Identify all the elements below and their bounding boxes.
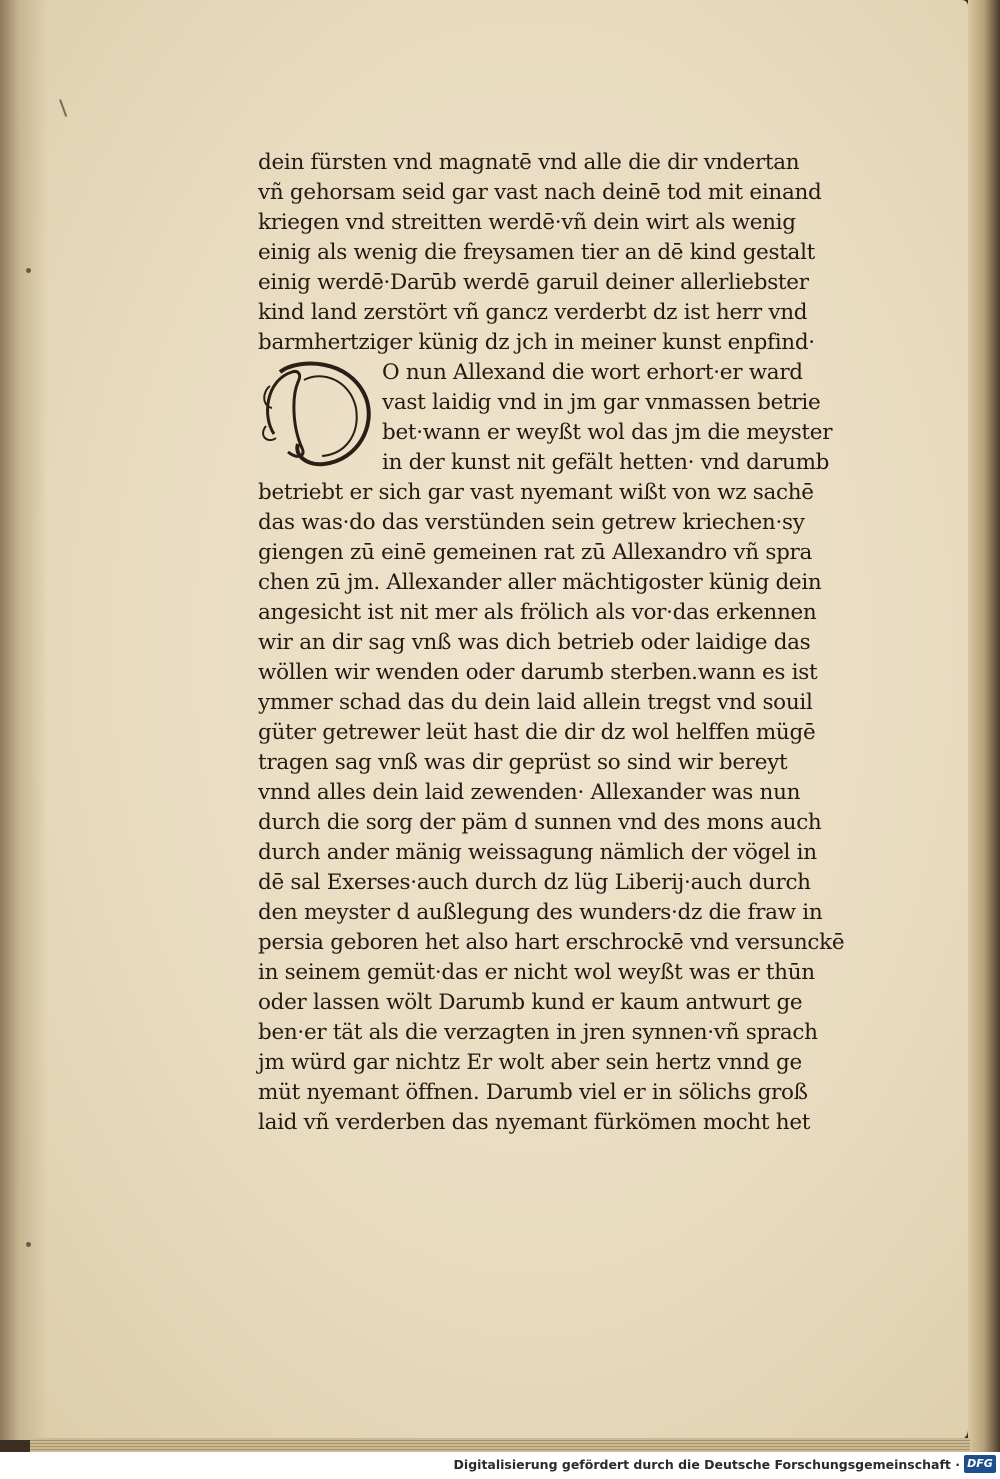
text-line: vnnd alles dein laid zewenden· Allexander was nun <box>258 780 801 805</box>
text-line: durch die sorg der päm d sunnen vnd des mons auch <box>258 810 822 835</box>
text-line: O nun Allexand die wort erhort·er ward <box>382 360 803 385</box>
text-line: jm würd gar nichtz Er wolt aber sein hertz vnnd ge <box>258 1050 802 1075</box>
text-line: einig als wenig die freysamen tier an dē kind gestalt <box>258 240 815 265</box>
text-line: vñ gehorsam seid gar vast nach deinē tod mit einand <box>258 180 822 205</box>
binding-hole <box>26 1242 31 1247</box>
text-line: in der kunst nit gefält hetten· vnd darumb <box>382 450 830 475</box>
text-line: persia geboren het also hart erschrockē vnd versunckē <box>258 930 845 955</box>
text-line: den meyster d außlegung des wunders·dz die fraw in <box>258 900 823 925</box>
page-edge-right <box>968 0 1000 1452</box>
page-edge-bottom <box>30 1438 970 1452</box>
text-line: in seinem gemüt·das er nicht wol weyßt was er thūn <box>258 960 815 985</box>
text-line: ymmer schad das du dein laid allein tregst vnd souil <box>258 690 813 715</box>
funding-credit: Digitalisierung gefördert durch die Deutsche Forschungsgemeinschaft · <box>453 1457 960 1472</box>
text-line: dē sal Exerses·auch durch dz lüg Liberij·auch durch <box>258 870 811 895</box>
decorated-initial <box>258 356 374 468</box>
text-line: angesicht ist nit mer als frölich als vor·das erkennen <box>258 600 817 625</box>
initial-d-drawing <box>258 356 374 468</box>
text-line: wir an dir sag vnß was dich betrieb oder laidige das <box>258 630 811 655</box>
footer-bar <box>0 1452 1000 1479</box>
text-line: tragen sag vnß was dir geprüst so sind wir bereyt <box>258 750 788 775</box>
text-line: laid vñ verderben das nyemant fürkömen mocht het <box>258 1110 811 1135</box>
text-line: kind land zerstört vñ gancz verderbt dz ist herr vnd <box>258 300 808 325</box>
dfg-logo: DFG <box>964 1455 996 1473</box>
text-line: müt nyemant öffnen. Darumb viel er in sölichs groß <box>258 1080 808 1105</box>
text-line: durch ander mänig weissagung nämlich der vögel in <box>258 840 817 865</box>
page-gutter <box>0 0 48 1440</box>
ink-mark <box>59 97 73 117</box>
text-line: giengen zū einē gemeinen rat zū Allexandro vñ spra <box>258 540 813 565</box>
text-line: betriebt er sich gar vast nyemant wißt von wz sachē <box>258 480 814 505</box>
text-line: bet·wann er weyßt wol das jm die meyster <box>382 420 833 445</box>
text-block <box>258 148 908 1138</box>
text-lines-top <box>258 148 908 358</box>
text-line: chen zū jm. Allexander aller mächtigoster künig dein <box>258 570 822 595</box>
text-line: vast laidig vnd in jm gar vnmassen betrie <box>382 390 821 415</box>
text-line: güter getrewer leüt hast die dir dz wol helffen mügē <box>258 720 816 745</box>
text-line: einig werdē·Darūb werdē garuil deiner allerliebster <box>258 270 809 295</box>
text-line: wöllen wir wenden oder darumb sterben.wann es ist <box>258 660 818 685</box>
text-line: dein fürsten vnd magnatē vnd alle die dir vndertan <box>258 150 800 175</box>
text-line: das was·do das verstünden sein getrew kriechen·sy <box>258 510 805 535</box>
text-line: oder lassen wölt Darumb kund er kaum antwurt ge <box>258 990 803 1015</box>
text-line: ben·er tät als die verzagten in jren synnen·vñ sprach <box>258 1020 818 1045</box>
text-lines-main <box>258 478 908 1138</box>
text-line: kriegen vnd streitten werdē·vñ dein wirt als wenig <box>258 210 796 235</box>
binding-hole <box>26 268 31 273</box>
text-line: barmhertziger künig dz jch in meiner kunst enpfind· <box>258 330 815 355</box>
